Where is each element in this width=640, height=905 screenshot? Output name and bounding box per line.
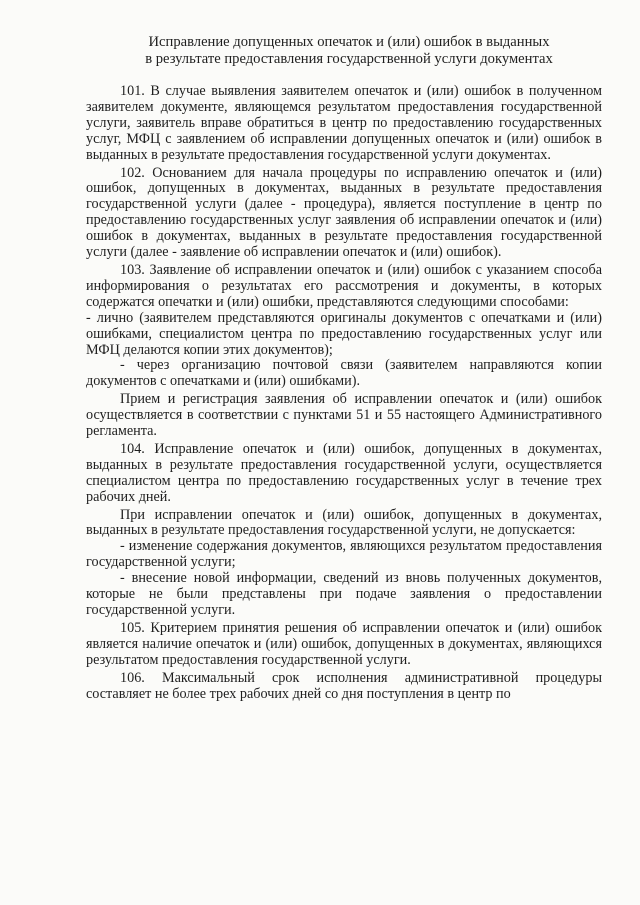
document-title bbox=[86, 34, 602, 68]
paragraph-106: 106. Максимальный срок исполнения административной процедуры составляет не более трех рабочих дней со дня поступления в центр по bbox=[86, 669, 602, 702]
paragraph-101: 101. В случае выявления заявителем опечаток и (или) ошибок в полученном заявителем документе, являющемся результатом предоставления государственной услуги, заявитель вправе обратиться в центр по предоставлению государственных услуг, МФЦ с заявлением об исправлении допущенных опечаток и (или) ошибок в выданных в результате предоставления государственной услуги документах. bbox=[86, 83, 602, 163]
paragraph-104-item-content: - изменение содержания документов, являющихся результатом предоставления государственной услуги; bbox=[86, 538, 602, 571]
paragraph-103-registration: Прием и регистрация заявления об исправлении опечаток и (или) ошибок осуществляется в соответствии с пунктами 51 и 55 настоящего Административного регламента. bbox=[86, 391, 602, 440]
paragraph-102: 102. Основанием для начала процедуры по исправлению опечаток и (или) ошибок, допущенных в документах, выданных в результате предоставления государственной услуги (далее - процедура), является поступление в центр по предоставлению государственных услуг заявления об исправлении опечаток и (или) ошибок в документах, выданных в результате предоставления государственной услуги (далее - заявление об исправлении опечаток и (или) ошибок). bbox=[86, 164, 602, 261]
paragraph-104: 104. Исправление опечаток и (или) ошибок, допущенных в документах, выданных в результате предоставления государственной услуги, осуществляется специалистом центра по предоставлению государственных услуг в течение трех рабочих дней. bbox=[86, 440, 602, 505]
title-line-1: Исправление допущенных опечаток и (или) ошибок в выданных bbox=[148, 34, 550, 50]
title-line-2: в результате предоставления государственной услуги документах bbox=[145, 51, 553, 67]
document-body bbox=[86, 84, 602, 702]
paragraph-103: 103. Заявление об исправлении опечаток и (или) ошибок с указанием способа информирования о результатах его рассмотрения и документы, в которых содержатся опечатки и (или) ошибки, представляются следующими способами: bbox=[86, 261, 602, 310]
paragraph-105: 105. Критерием принятия решения об исправлении опечаток и (или) ошибок является наличие опечаток и (или) ошибок, допущенных в документах, являющихся результатом предоставления государственной услуги. bbox=[86, 619, 602, 668]
paragraph-103-item-personal: - лично (заявителем представляются оригиналы документов с опечатками и (или) ошибками, специалистом центра по предоставлению государственных услуг или МФЦ делаются копии этих документов); bbox=[86, 309, 602, 358]
paragraph-104-item-new-info: - внесение новой информации, сведений из вновь полученных документов, которые не были представлены при подаче заявления о предоставлении государственной услуги. bbox=[86, 570, 602, 618]
paragraph-104-restrictions: При исправлении опечаток и (или) ошибок, допущенных в документах, выданных в результате предоставления государственной услуги, не допускается: bbox=[86, 506, 602, 539]
paragraph-103-item-post: - через организацию почтовой связи (заявителем направляются копии документов с опечатками и (или) ошибками). bbox=[86, 357, 602, 390]
